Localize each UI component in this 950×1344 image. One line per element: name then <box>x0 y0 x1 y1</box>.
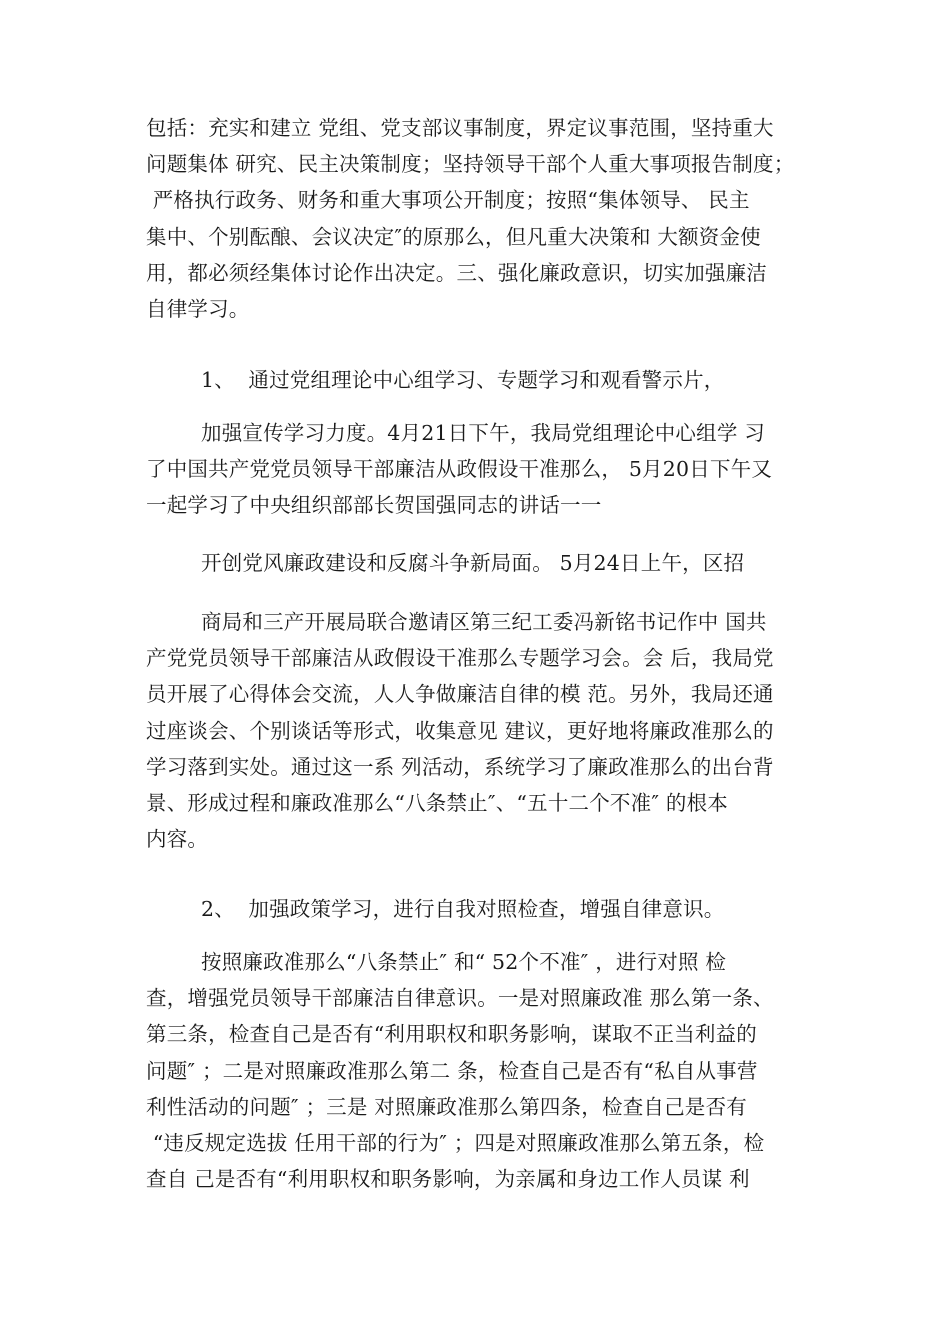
paragraph-1 <box>146 110 826 327</box>
paragraph-7 <box>146 944 826 1197</box>
text-line: 过座谈会、个别谈话等形式，收集意见 建议，更好地将廉政准那么的 <box>146 718 774 743</box>
text-line: 查，增强党员领导干部廉洁自律意识。一是对照廉政准 那么第一条、 <box>146 986 774 1011</box>
paragraph-5 <box>146 604 826 857</box>
text-line: 产党党员领导干部廉洁从政假设干准那么专题学习会。会 后，我局党 <box>146 646 774 671</box>
text-line: 第三条，检查自己是否有“利用职权和职务影响，谋取不正当利益的 <box>146 1022 757 1047</box>
text-line: 问题″ ；二是对照廉政准那么第二 条，检查自己是否有“私自从事营 <box>146 1058 758 1083</box>
text-line: 2、 加强政策学习，进行自我对照检查，增强自律意识。 <box>201 897 725 921</box>
text-line: 开创党风廉政建设和反腐斗争新局面。 5月24日上午，区招 <box>201 551 745 575</box>
text-line: 员开展了心得体会交流，人人争做廉洁自律的模 范。另外，我局还通 <box>146 682 774 707</box>
text-line: 1、 通过党组理论中心组学习、专题学习和观看警示片， <box>201 368 725 392</box>
text-line: 自律学习。 <box>146 296 250 321</box>
text-line: 加强宣传学习力度。4月21日下午，我局党组理论中心组学 习 <box>201 421 765 445</box>
text-line: 内容。 <box>146 827 209 852</box>
text-line: 问题集体 研究、民主决策制度；坚持领导干部个人重大事项报告制度； <box>146 152 795 177</box>
paragraph-2 <box>146 362 826 398</box>
text-line: 学习落到实处。通过这一系 列活动，系统学习了廉政准那么的出台背 <box>146 754 774 779</box>
text-line: 景、形成过程和廉政准那么“八条禁止″、“五十二个不准″ 的根本 <box>146 790 728 815</box>
text-line: 一起学习了中央组织部部长贺国强同志的讲话一一 <box>146 493 602 518</box>
text-line: 查自 己是否有“利用职权和职务影响，为亲属和身边工作人员谋 利 <box>146 1167 750 1192</box>
text-line: 集中、个别酝酿、会议决定″的原那么，但凡重大决策和 大额资金使 <box>146 224 761 249</box>
text-line: 包括：充实和建立 党组、党支部议事制度，界定议事范围，坚持重大 <box>146 116 774 140</box>
text-line: 商局和三产开展局联合邀请区第三纪工委冯新铭书记作中 国共 <box>201 610 767 634</box>
text-line: 用，都必须经集体讨论作出决定。三、强化廉政意识，切实加强廉洁 <box>146 260 767 285</box>
text-line: 利性活动的问题″ ；三是 对照廉政准那么第四条，检查自己是否有 <box>146 1094 747 1119</box>
paragraph-4 <box>146 545 826 581</box>
paragraph-6 <box>146 891 826 927</box>
text-line: “违反规定选拔 任用干部的行为″ ；四是对照廉政准那么第五条，检 <box>146 1130 765 1155</box>
paragraph-3 <box>146 415 826 524</box>
text-line: 了中国共产党党员领导干部廉洁从政假设干准那么， 5月20日下午又 <box>146 457 773 482</box>
text-line: 严格执行政务、财务和重大事项公开制度；按照“集体领导、 民主 <box>146 188 750 213</box>
text-line: 按照廉政准那么“八条禁止″ 和“ 52个不准″ ，进行对照 检 <box>201 950 727 974</box>
